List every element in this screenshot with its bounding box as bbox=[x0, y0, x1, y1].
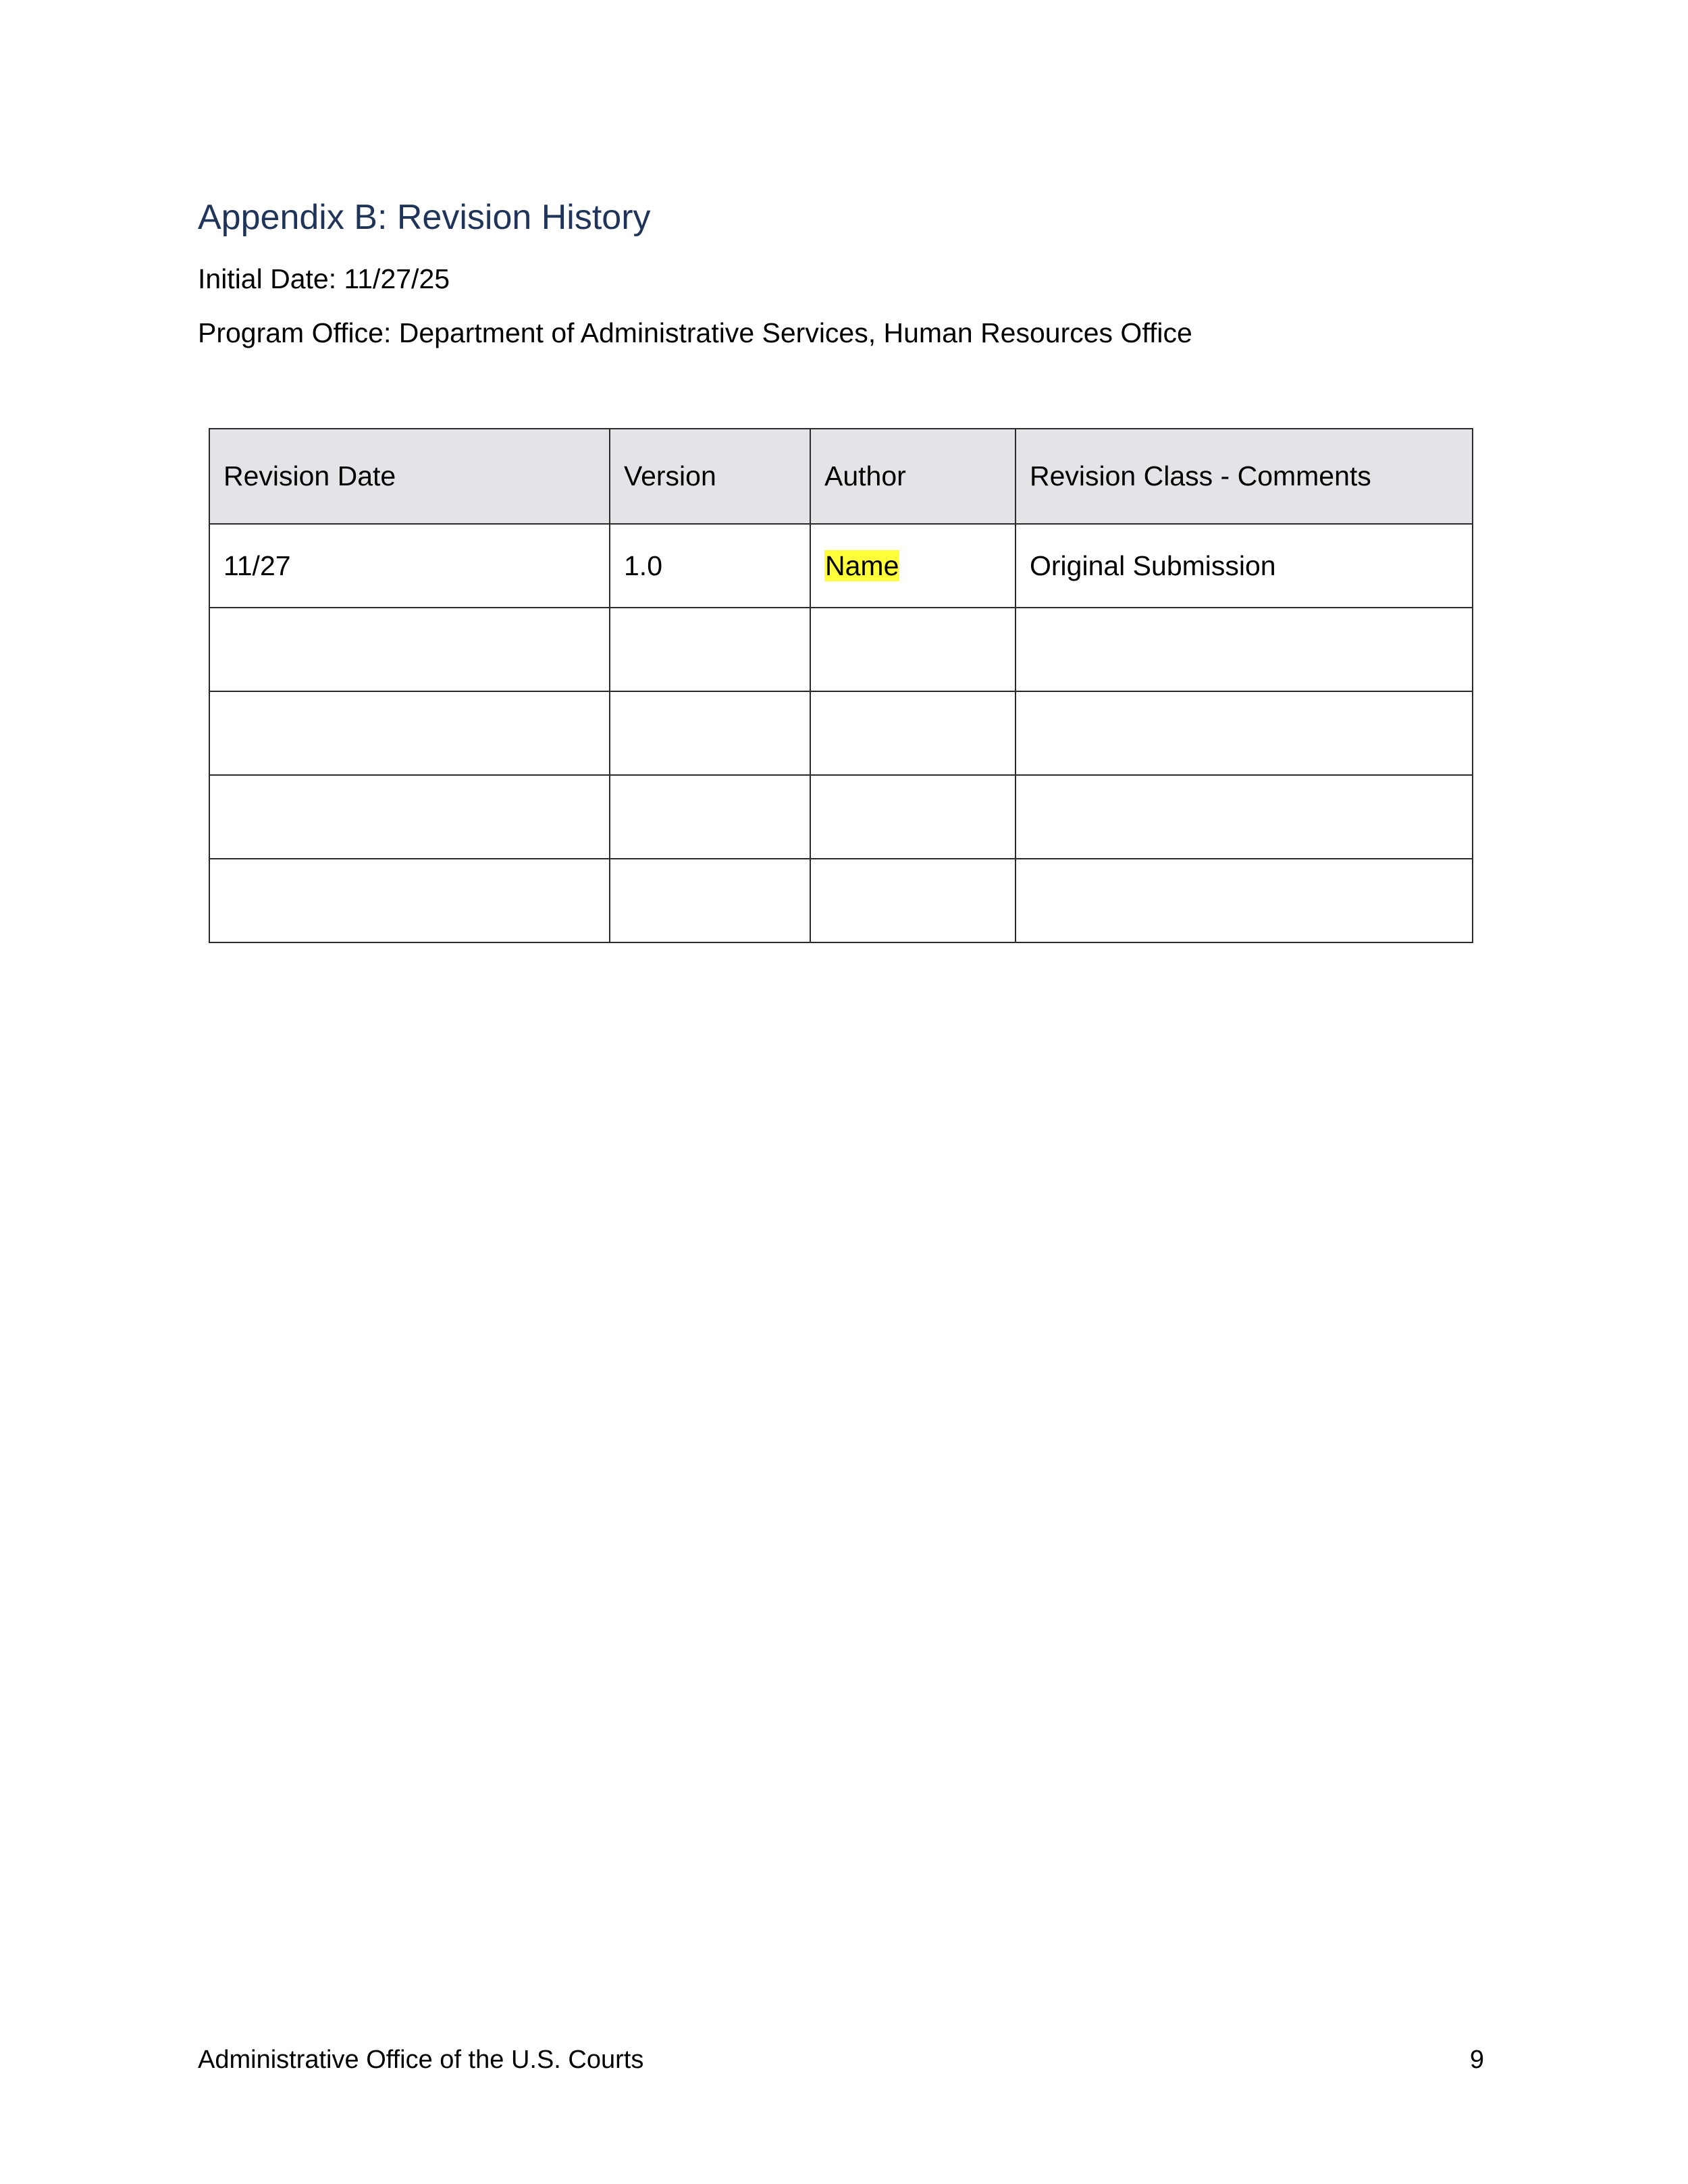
table-row bbox=[209, 691, 1473, 775]
cell-revision-date[interactable] bbox=[209, 859, 610, 942]
cell-version[interactable] bbox=[610, 691, 810, 775]
cell-version[interactable] bbox=[610, 859, 810, 942]
cell-author[interactable] bbox=[810, 691, 1016, 775]
cell-comments[interactable] bbox=[1016, 608, 1473, 691]
cell-revision-date[interactable] bbox=[209, 608, 610, 691]
table-row bbox=[209, 775, 1473, 859]
initial-date: Initial Date: 11/27/25 bbox=[198, 263, 450, 294]
highlighted-author-name: Name bbox=[825, 550, 899, 581]
revision-history-table bbox=[209, 428, 1473, 943]
cell-revision-date[interactable] bbox=[209, 775, 610, 859]
table-row bbox=[209, 859, 1473, 942]
header-revision-class-comments: Revision Class - Comments bbox=[1016, 429, 1473, 524]
cell-version[interactable] bbox=[610, 775, 810, 859]
cell-revision-date[interactable]: 11/27 bbox=[209, 524, 610, 608]
cell-version[interactable]: 1.0 bbox=[610, 524, 810, 608]
cell-revision-date[interactable] bbox=[209, 691, 610, 775]
page-number: 9 bbox=[1469, 2046, 1484, 2074]
cell-version[interactable] bbox=[610, 608, 810, 691]
footer-organization: Administrative Office of the U.S. Courts bbox=[198, 2046, 644, 2074]
header-version: Version bbox=[610, 429, 810, 524]
table-row bbox=[209, 608, 1473, 691]
cell-comments[interactable] bbox=[1016, 859, 1473, 942]
cell-comments[interactable]: Original Submission bbox=[1016, 524, 1473, 608]
cell-author[interactable] bbox=[810, 859, 1016, 942]
cell-author[interactable] bbox=[810, 608, 1016, 691]
table-row bbox=[209, 524, 1473, 608]
table-header-row bbox=[209, 429, 1473, 524]
cell-author[interactable] bbox=[810, 775, 1016, 859]
cell-author[interactable] bbox=[810, 524, 1016, 608]
header-author: Author bbox=[810, 429, 1016, 524]
appendix-heading: Appendix B: Revision History bbox=[198, 198, 651, 237]
cell-comments[interactable] bbox=[1016, 775, 1473, 859]
cell-comments[interactable] bbox=[1016, 691, 1473, 775]
header-revision-date: Revision Date bbox=[209, 429, 610, 524]
program-office: Program Office: Department of Administrative Services, Human Resources Office bbox=[198, 317, 1192, 348]
